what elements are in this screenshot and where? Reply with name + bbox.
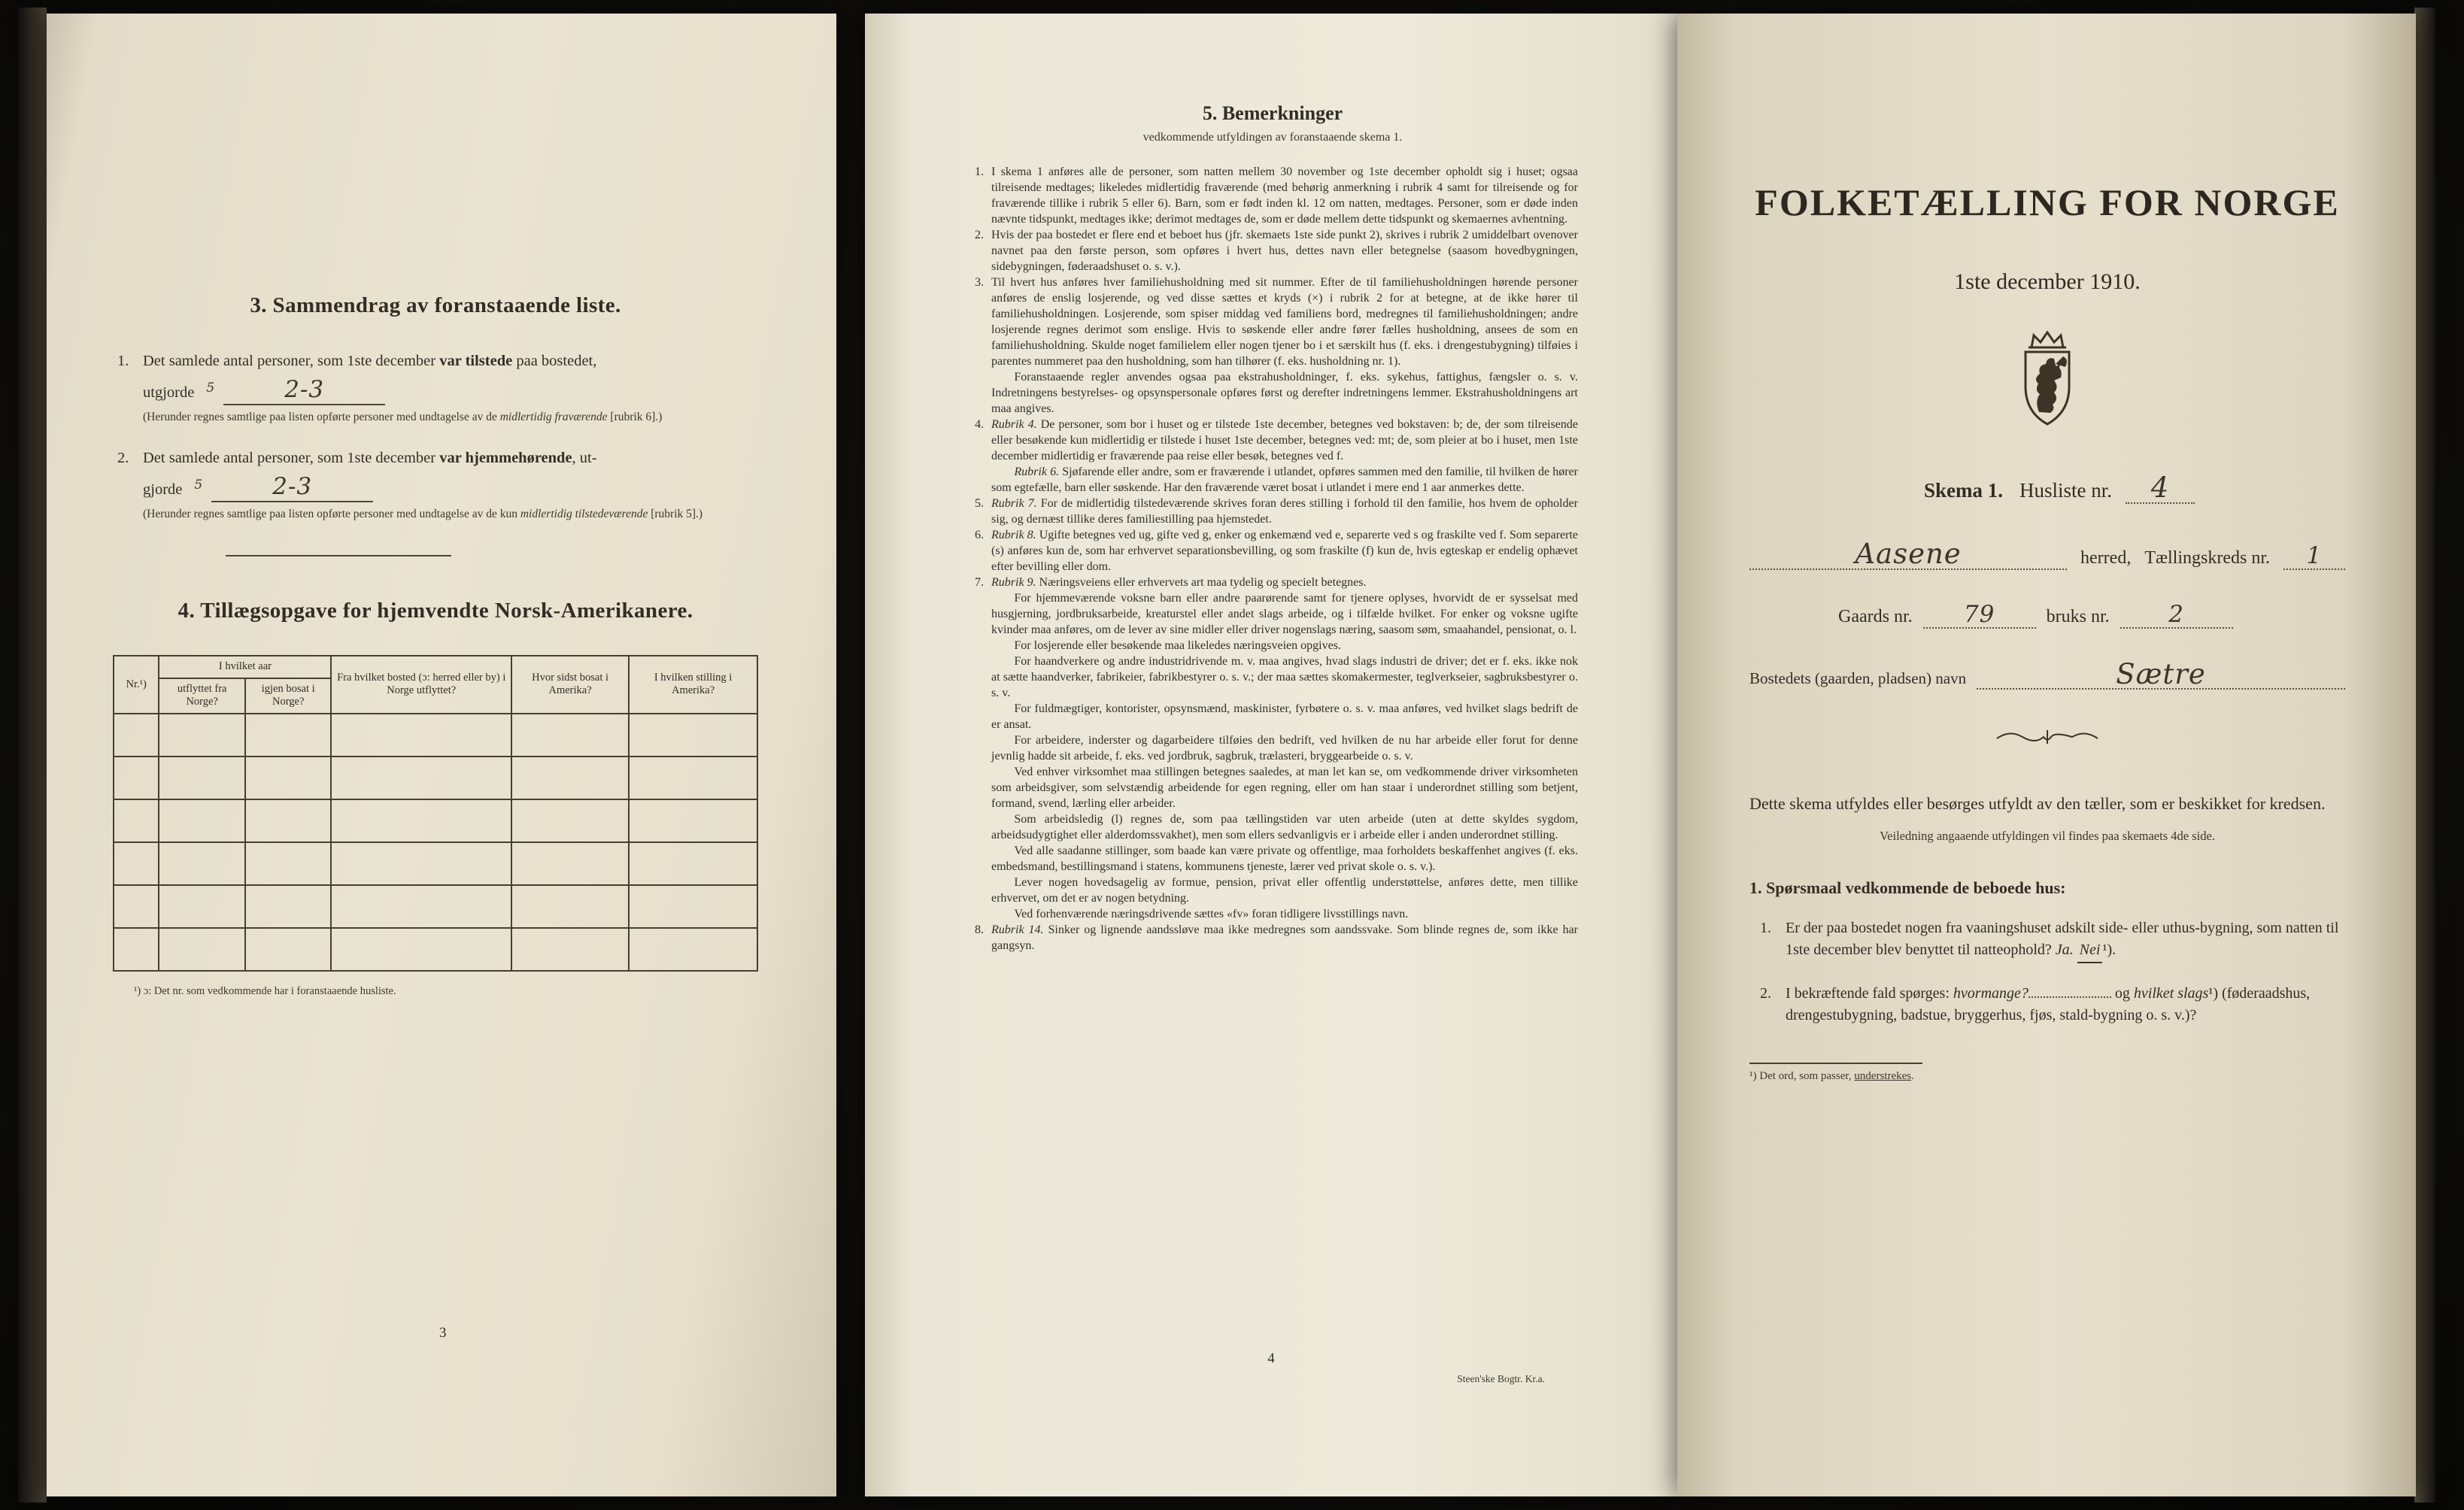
page-left-content <box>47 14 836 998</box>
footnote-underlined: understrekes <box>1854 1070 1912 1082</box>
book-edge-right <box>2414 8 2435 1502</box>
herred-label: herred, <box>2080 548 2132 568</box>
summary-item-2 <box>113 447 758 523</box>
table-cell <box>331 714 511 757</box>
table-cell <box>245 885 332 928</box>
footnote-part: ¹) Det ord, som passer, <box>1749 1070 1855 1082</box>
remark-number: 3. <box>975 276 984 289</box>
handwritten-count: 2-3 <box>284 376 325 403</box>
count-line <box>143 474 758 502</box>
col-header-year-out: utflyttet fra Norge? <box>159 678 245 714</box>
filling-instruction: Dette skema utfyldes eller besørges utfyldt av den tæller, som er beskikket for kredsen. <box>1749 794 2326 813</box>
summary-title: 3. Sammendrag av foranstaaende liste. <box>250 293 621 317</box>
remark-text: Til hvert hus anføres hver familiehusholdning med sit nummer. Efter de til familiehusholdningen hørende personer anføres de enslig losjerende, og ved disse sættes et kryds (×) i rubrik 2 for at betegne, at de ikke hører til familiehusholdningen. Losjerende, som spiser middag ved familiens bord, medregnes til familiehusholdningen; andre losjerende regnes derimot som enslige. Hvis to søskende eller andre fører fælles husholdning, ansees de som en familiehusholdning. Skulde noget familielem eller nogen tjener bo i et særskilt hus (f. eks. i drengestubygning) tilføies i parentes nummeret paa den husholdning, som han tilhører (f. eks. husholdning nr. 1). Foranstaaende regler anvendes ogsaa paa ekstrahusholdninger, f. eks. sykehus, fattighus, fængsler o. s. v. Indretningens bestyrelses- og opsynspersonale opføres først og derefter indretningens lemmer. Ekstrahusholdningens art maa angives. <box>991 276 1578 415</box>
question-text: og <box>2110 985 2134 1002</box>
remark-text: Rubrik 7. For de midlertidig tilstedeværende skrives foran deres stilling i forhold til den familie, hos hvem de opholder sig, og dernæst tillike deres familiestilling paa hjemstedet. <box>991 497 1578 526</box>
footnote-part: . <box>1911 1070 1914 1082</box>
item-text-bold: var hjemmehørende <box>439 449 572 466</box>
bruk-fill-line <box>2120 603 2233 629</box>
question-number: 1. <box>1760 920 1771 936</box>
item-note <box>143 507 758 523</box>
handwritten-kreds-number: 1 <box>2306 542 2323 569</box>
count-label: utgjorde <box>143 384 195 401</box>
remarks-list <box>967 164 1578 954</box>
remark-text: I skema 1 anføres alle de personer, som natten mellem 30 november og 1ste december opholdt sig i huset; ogsaa tilreisende medtages; likeledes midlertidig fraværende (med behørig anmerkning i rubrik 4 samt for tilreisende og for fraværende tillike i rubrik 5 eller 6). Barn, som er født inden kl. 12 om natten, medtages. Personer, som er døde inden nævnte tidspunkt, medtages ikke; derimot medtages de, som er døde mellem dette tidspunkt og skemaernes avhentning. <box>991 165 1578 226</box>
remark-item <box>967 922 1578 954</box>
kreds-label: Tællingskreds nr. <box>2144 548 2270 568</box>
table-cell <box>511 885 629 928</box>
remark-number: 8. <box>975 923 984 936</box>
table-cell <box>114 714 159 757</box>
item-text <box>143 353 596 369</box>
col-header-position: I hvilken stilling i Amerika? <box>629 656 757 714</box>
question-footref: ¹) <box>2208 985 2222 1002</box>
remark-text: Rubrik 14. Sinker og lignende aandssløve maa ikke medregnes som aandssvake. Som blinde regnes de, som ikke har gangsyn. <box>991 923 1579 952</box>
question-number: 2. <box>1760 985 1771 1002</box>
herred-fill-line <box>1749 540 2067 570</box>
question-footref: ¹). <box>2102 941 2117 958</box>
handwritten-mark: 5 <box>194 477 203 493</box>
item-text-part: , ut- <box>572 449 597 466</box>
husliste-label: Husliste nr. <box>2019 479 2113 502</box>
note-italic: midlertidig tilstedeværende <box>520 507 648 520</box>
table-cell <box>245 842 332 885</box>
book-edge-left <box>18 8 47 1502</box>
table-cell <box>159 799 245 842</box>
table-cell <box>331 885 511 928</box>
table-cell <box>245 799 332 842</box>
table-cell <box>629 799 757 842</box>
remark-text: Hvis der paa bostedet er flere end et beboet hus (jfr. skemaets 1ste side punkt 2), skrives i rubrik 2 umiddelbart ovenover navnet paa den første person, som opføres i hvert hus, dettes navn eller betegnelse (saasom hovedbygningen, sidebygningen, føderaadshuset o. s. v.). <box>991 229 1578 273</box>
count-fill-line <box>211 472 373 502</box>
item-text-part: Det samlede antal personer, som 1ste december <box>143 449 440 466</box>
answer-nei-underlined: Nei <box>2077 939 2103 963</box>
note-italic: midlertidig fraværende <box>499 411 608 423</box>
guide-note: Veiledning angaaende utfyldingen vil findes paa skemaets 4de side. <box>1880 829 2215 843</box>
remark-number: 5. <box>975 497 984 510</box>
table-cell <box>245 928 332 971</box>
question-1 <box>1749 917 2345 963</box>
handwritten-bruk-number: 2 <box>2168 601 2184 628</box>
remarks-section <box>865 14 1677 954</box>
item-text-bold: var tilstede <box>439 353 513 369</box>
table-cell <box>511 757 629 799</box>
page-right <box>1677 14 2416 1496</box>
table-cell <box>331 842 511 885</box>
table-footnote: ¹) ɔ: Det nr. som vedkommende har i foranstaaende husliste. <box>134 984 396 997</box>
remark-item <box>967 164 1578 227</box>
table-cell <box>159 928 245 971</box>
question-text: Er der paa bostedet nogen fra vaaningshuset adskilt side- eller uthus-bygning, som natten til 1ste december blev benyttet til natteophold? <box>1786 920 2339 958</box>
handwritten-bosted-name: Sætre <box>2116 658 2206 690</box>
page-middle <box>865 14 1677 1496</box>
table-cell <box>159 842 245 885</box>
remark-number: 1. <box>975 165 984 178</box>
handwritten-count: 2-3 <box>272 472 313 500</box>
table-cell <box>511 928 629 971</box>
bosted-line <box>1749 660 2345 690</box>
section-divider <box>226 555 451 556</box>
question-italic: hvilket slags <box>2133 985 2209 1002</box>
table-cell <box>511 714 629 757</box>
note-part: [rubrik 5].) <box>648 507 703 520</box>
table-cell <box>331 757 511 799</box>
table-row <box>114 799 757 842</box>
page-number: 3 <box>439 1325 447 1341</box>
question-italic: hvormange? <box>1953 985 2029 1002</box>
gaard-label: Gaards nr. <box>1838 607 1913 626</box>
table-row <box>114 885 757 928</box>
answer-blank-line <box>2029 987 2111 998</box>
gaard-fill-line <box>1923 603 2036 629</box>
table-cell <box>511 842 629 885</box>
bosted-fill-line <box>1977 660 2345 690</box>
table-cell <box>114 757 159 799</box>
handwritten-gaard-number: 79 <box>1963 601 1995 628</box>
husliste-fill-line <box>2126 471 2195 504</box>
note-part: [rubrik 6].) <box>607 411 663 423</box>
remark-item <box>967 274 1578 417</box>
handwritten-herred-name: Aasene <box>1855 538 1962 570</box>
remark-item <box>967 575 1578 922</box>
item-note <box>143 410 758 426</box>
count-fill-line <box>223 378 385 405</box>
remarks-subtitle: vedkommende utfyldingen av foranstaaende skema 1. <box>1142 131 1403 144</box>
answer-ja: Ja. <box>2055 941 2077 958</box>
remark-number: 4. <box>975 418 984 431</box>
remarks-title: 5. Bemerkninger <box>1202 102 1343 124</box>
handwritten-husliste-number: 4 <box>2150 471 2170 504</box>
americans-table <box>113 655 758 972</box>
table-row <box>114 714 757 757</box>
remark-number: 6. <box>975 529 984 541</box>
remark-item <box>967 227 1578 274</box>
remark-text: Rubrik 4. De personer, som bor i huset og er tilstede 1ste december, betegnes ved bokstaven: b; de, der som tilreisende eller besøkende kun midlertidig er tilstede i huset 1ste december, betegnes ved: mt; de, som pleier at bo i huset, men 1ste december midlertidig er fraværende paa reise eller besøk, betegnes ved f. Rubrik 6. Sjøfarende eller andre, som er fraværende i utlandet, opføres sammen med den familie, til hvilken de hører som egtefælle, barn eller søskende. Har den fraværende været bosat i utlandet i mere end 1 aar anmerkes dette. <box>991 418 1579 494</box>
count-line <box>143 377 758 405</box>
herred-line <box>1749 540 2345 570</box>
table-cell <box>331 928 511 971</box>
americans-table-head <box>114 656 757 714</box>
remark-text: Rubrik 8. Ugifte betegnes ved ug, gifte ved g, enker og enkemænd ved e, separerte ved s og fraskilte ved f. Som separerte (s) anføres kun de, som har erhvervet separationsbevilling, og som fraskilte (f) kun de, hvis egteskap er endelig ophævet efter bevilling eller dom. <box>991 529 1579 573</box>
table-cell <box>245 714 332 757</box>
table-cell <box>331 799 511 842</box>
table-row <box>114 842 757 885</box>
table-cell <box>114 842 159 885</box>
table-cell <box>629 842 757 885</box>
bosted-label: Bostedets (gaarden, pladsen) navn <box>1749 669 1967 687</box>
table-cell <box>245 757 332 799</box>
table-cell <box>159 714 245 757</box>
table-row <box>114 757 757 799</box>
question-text: I bekræftende fald spørges: <box>1786 985 1953 1002</box>
remark-item <box>967 496 1578 527</box>
count-label: gjorde <box>143 481 183 498</box>
col-header-nr: Nr.¹) <box>114 656 159 714</box>
handwritten-mark: 5 <box>206 381 215 396</box>
remark-item <box>967 527 1578 575</box>
summary-item-1 <box>113 350 758 426</box>
item-text-part: Det samlede antal personer, som 1ste december <box>143 353 440 369</box>
table-cell <box>114 885 159 928</box>
schema-line <box>1924 471 2345 504</box>
table-cell <box>629 757 757 799</box>
remark-item <box>967 417 1578 496</box>
coat-of-arms-icon <box>2003 328 2092 441</box>
table-cell <box>629 928 757 971</box>
page-number: 4 <box>1267 1351 1275 1366</box>
item-number: 2. <box>117 449 129 466</box>
col-header-where: Hvor sidst bosat i Amerika? <box>511 656 629 714</box>
col-header-year-back: igjen bosat i Norge? <box>245 678 332 714</box>
item-number: 1. <box>117 353 129 369</box>
item-text-part: paa bostedet, <box>512 353 597 369</box>
question-2 <box>1749 983 2345 1026</box>
bruk-label: bruks nr. <box>2046 607 2110 626</box>
table-row <box>114 928 757 971</box>
table-cell <box>159 757 245 799</box>
americans-title: 4. Tillægsopgave for hjemvendte Norsk-Amerikanere. <box>178 599 693 623</box>
printer-mark: Steen'ske Bogtr. Kr.a. <box>1457 1373 1545 1384</box>
census-title: FOLKETÆLLING FOR NORGE <box>1755 181 2340 223</box>
table-cell <box>511 799 629 842</box>
note-part: (Herunder regnes samtlige paa listen opførte personer med undtagelse av de <box>143 411 500 423</box>
remark-number: 2. <box>975 229 984 241</box>
title-page-content <box>1677 14 2416 1083</box>
table-cell <box>114 928 159 971</box>
census-date: 1ste december 1910. <box>1954 269 2141 294</box>
questions-heading: 1. Spørsmaal vedkommende de beboede hus: <box>1749 878 2066 897</box>
table-cell <box>629 885 757 928</box>
col-header-from: Fra hvilket bosted (ɔ: herred eller by) i Norge utflyttet? <box>331 656 511 714</box>
page-footnote <box>1749 1063 2345 1083</box>
table-cell <box>114 799 159 842</box>
page-left <box>47 14 836 1496</box>
question-text: (føderaadshus, drengestubygning, badstue, bryggerhus, fjøs, stald-bygning o. s. v.)? <box>1786 985 2311 1023</box>
table-cell <box>629 714 757 757</box>
table-cell <box>159 885 245 928</box>
col-header-year-group: I hvilket aar <box>159 656 331 678</box>
note-part: (Herunder regnes samtlige paa listen opførte personer med undtagelse av de kun <box>143 507 520 520</box>
remark-text: Rubrik 9. Næringsveiens eller erhvervets art maa tydelig og specielt betegnes. For hjemmeværende voksne barn eller andre paarørende samt for tjenere oplyses, hvorvidt de er sysselsat med husgjerning, jordbruksarbeide, kreaturstel eller andet slags arbeide, og i tilfælde hvilket. For enker og voksne ugifte kvinder maa anføres, om de lever av sine midler eller driver nogenslags næring, saasom søm, smaahandel, pensionat, o. l. For losjerende eller besøkende maa likeledes næringsveien opgives. For haandverkere og andre industridrivende m. v. maa angives, hvad slags industri de driver; det er f. eks. ikke nok at sætte haandverker, fabrikeier, fabrikbestyrer o. s. v.; der maa sættes skomakermester, teglverkseier, sagbruksbestyrer o. s. v. For fuldmægtiger, kontorister, opsynsmænd, maskinister, fyrbøtere o. s. v. maa anføres, ved hvilket slags bedrift de er ansat. For arbeidere, inderster og dagarbeidere tilføies den bedrift, ved hvilken de nu har arbeide eller forut for denne jevnlig hadde sit arbeide, f. eks. ved jordbruk, sagbruk, trælasteri, bryggearbeide o. s. v. Ved enhver virksomhet maa stillingen betegnes saaledes, at man let kan se, om vedkommende driver virksomheten som arbeidsgiver, som selvstændig arbeidende for egen regning, eller om han staar i underordnet stilling som betjent, formand, svend, lærling eller arbeider. Som arbeidsledig (l) regnes de, som paa tællingstiden var uten arbeide (uten at dette skyldes sygdom, arbeidsudygtighet eller alderdomssvakhet), men som ellers sedvanligvis er i arbeide eller i anden underordnet stilling. Ved alle saadanne stillinger, som baade kan være private og offentlige, maa forholdets beskaffenhet angives (f. eks. embedsmand, bestillingsmand i statens, kommunens tjeneste, lærer ved privat skole o. s. v.). Lever nogen hovedsagelig av formue, pension, privat eller offentlig understøttelse, anføres dette, men tillike erhvervet, om det er av nogen betydning. Ved forhenværende næringsdrivende sættes «fv» foran tidligere livsstillings navn. <box>991 576 1578 920</box>
flourish-divider-icon <box>1991 727 2104 747</box>
item-text <box>143 450 597 466</box>
schema-label: Skema 1. <box>1924 479 2004 502</box>
gaard-line <box>1838 603 2345 629</box>
kreds-fill-line <box>2283 544 2345 570</box>
remark-number: 7. <box>975 576 984 589</box>
americans-table-body <box>114 714 757 971</box>
